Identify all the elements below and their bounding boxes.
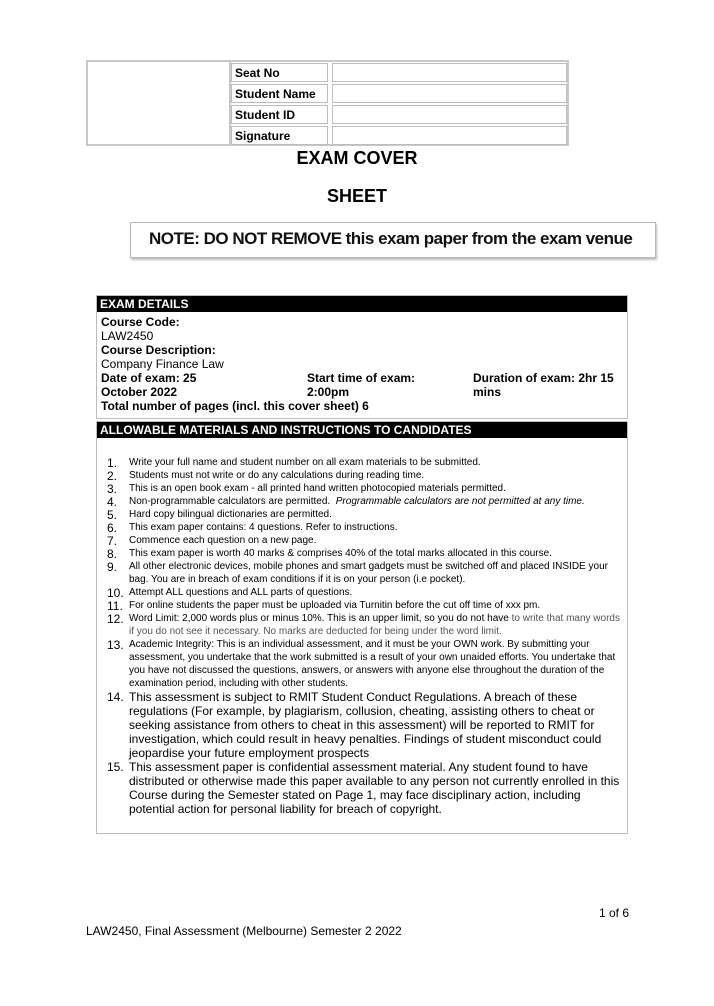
seat-no-field[interactable] [332, 63, 567, 82]
note-bold: NOTE: DO NOT REMOVE [149, 229, 342, 248]
instruction-item: 4. Non-programmable calculators are permitted. Programmable calculators are not permitted at any time. [107, 495, 585, 509]
signature-label: Signature [231, 126, 328, 145]
total-pages: Total number of pages (incl. this cover sheet) 6 [101, 399, 369, 413]
date-line-2: October 2022 [101, 385, 178, 399]
course-code-label: Course Code: [101, 315, 180, 329]
title-line-1: EXAM COVER [296, 148, 418, 168]
start-time [307, 371, 415, 399]
instruction-item: 14. This assessment is subject to RMIT Student Conduct Regulations. A breach of these regulations (For example, by plagiarism, collusion, cheating, assisting others to cheat or seeking assistance from others to cheat in this assessment) will be reported to RMIT for investigation, which could result in heavy penalties. Findings of student misconduct could jeopardise your future employment prospects [107, 690, 602, 760]
logo-placeholder [88, 62, 231, 144]
student-id-label: Student ID [231, 105, 328, 124]
instructions-box [96, 421, 628, 834]
student-name-row [231, 84, 567, 104]
signature-field[interactable] [332, 126, 567, 145]
page-number: 1 of 6 [598, 906, 629, 920]
signature-row [231, 126, 567, 146]
footer: LAW2450, Final Assessment (Melbourne) Semester 2 2022 [86, 924, 402, 938]
duration-line-1: Duration of exam: 2hr 15 [473, 371, 614, 385]
instruction-item: 1. Write your full name and student number on all exam materials to be submitted. [107, 456, 481, 470]
duration [473, 371, 614, 399]
date-line-1: Date of exam: 25 [101, 371, 197, 385]
instructions-header: ALLOWABLE MATERIALS AND INSTRUCTIONS TO CANDIDATES [97, 422, 627, 438]
instruction-item: 12. Word Limit: 2,000 words plus or minus 10%. This is an upper limit, so you do not have to write that many words if you do not see it necessary. No marks are deducted for being under the word limit. [107, 612, 620, 637]
exam-details-header: EXAM DETAILS [97, 296, 627, 312]
instruction-item: 11. For online students the paper must be uploaded via Turnitin before the cut off time of xxx pm. [107, 599, 541, 613]
instruction-item: 13. Academic Integrity: This is an individual assessment, and it must be your OWN work. By submitting your assessment, you undertake that the work submitted is a result of your own unaided efforts. You undertake that you have not discussed the questions, answers, or answers with anyone else throughout the duration of the examination period, including with other students. [107, 638, 616, 689]
instruction-item: 7. Commence each question on a new page. [107, 534, 317, 548]
instruction-item: 9. All other electronic devices, mobile phones and smart gadgets must be switched off and placed INSIDE your bag. You are in breach of exam conditions if it is on your person (i.e pocket). [107, 560, 608, 585]
duration-line-2: mins [473, 385, 502, 399]
exam-timing-row [101, 371, 623, 399]
student-id-field[interactable] [332, 105, 567, 124]
seat-no-label: Seat No [231, 63, 328, 82]
instruction-item: 6. This exam paper contains: 4 questions. Refer to instructions. [107, 521, 398, 535]
note-rest: this exam paper from the exam venue [345, 229, 633, 248]
course-code-value: LAW2450 [101, 329, 154, 343]
instructions-list [97, 456, 627, 816]
title-line-2: SHEET [326, 186, 387, 206]
course-description-label: Course Description: [101, 343, 216, 357]
note-banner [130, 222, 656, 258]
instruction-item: 8. This exam paper is worth 40 marks & comprises 40% of the total marks allocated in this course. [107, 547, 552, 561]
instruction-item: 3. This is an open book exam - all printed hand written photocopied materials permitted. [107, 482, 506, 496]
seat-no-row [231, 63, 567, 83]
date-of-exam [101, 371, 196, 399]
instruction-item: 2. Students must not write or do any calculations during reading time. [107, 469, 425, 483]
course-description-value: Company Finance Law [101, 357, 224, 371]
student-name-label: Student Name [231, 84, 328, 103]
start-line-2: 2:00pm [307, 385, 350, 399]
student-info-table [86, 60, 569, 146]
start-line-1: Start time of exam: [307, 371, 416, 385]
student-name-field[interactable] [332, 84, 567, 103]
student-id-row [231, 105, 567, 125]
exam-details-box [96, 295, 628, 419]
instruction-item: 5. Hard copy bilingual dictionaries are permitted. [107, 508, 332, 522]
instruction-item: 10. Attempt ALL questions and ALL parts of questions. [107, 586, 353, 600]
instruction-item: 15. This assessment paper is confidential assessment material. Any student found to have distributed or otherwise made this paper available to any person not currently enrolled in this Course during the Semester stated on Page 1, may face disciplinary action, including potential action for personal liability for breach of copyright. [107, 760, 620, 816]
